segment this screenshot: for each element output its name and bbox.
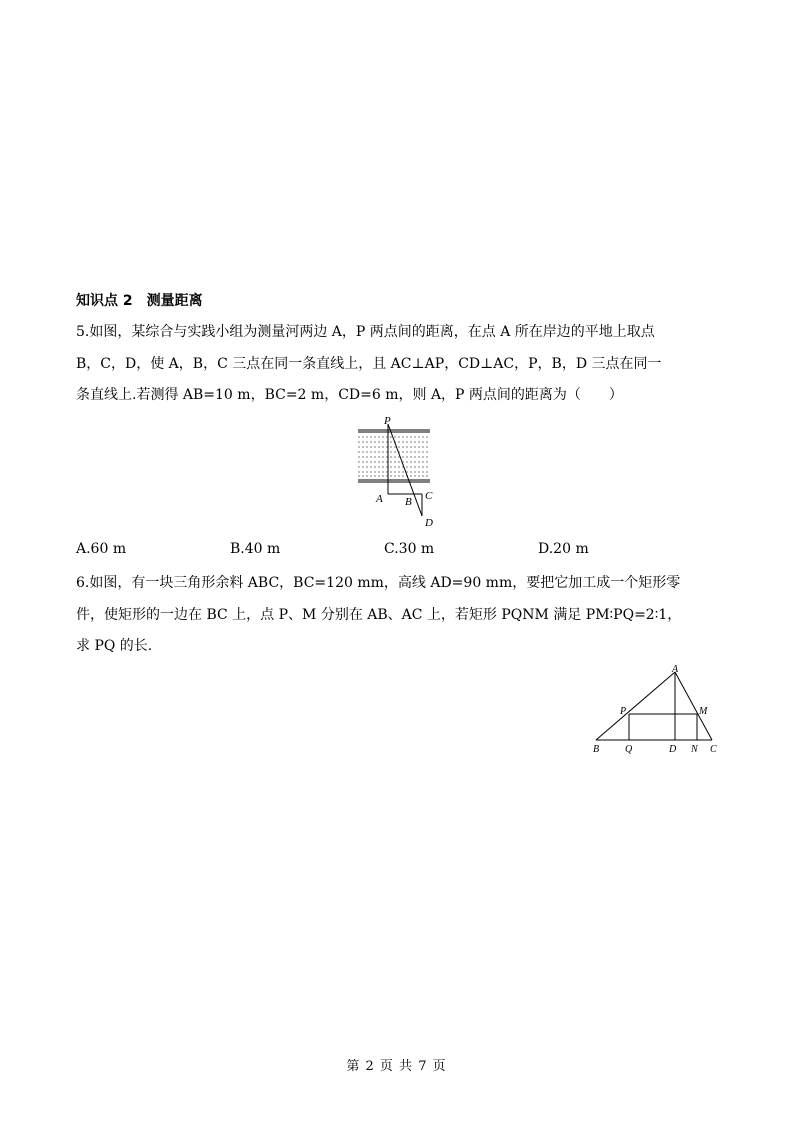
label-N: N	[691, 744, 698, 755]
label-A: A	[376, 493, 383, 505]
label-D: D	[425, 517, 433, 529]
rectangle-pqnm	[629, 714, 697, 740]
river-banks	[358, 430, 430, 482]
section-title: 知识点 2 测量距离	[76, 293, 203, 309]
label-C: C	[425, 490, 433, 502]
q5-text-line1: 5.如图，某综合与实践小组为测量河两边 A，P 两点间的距离，在点 A 所在岸边的平地上取点	[76, 324, 655, 340]
q6-triangle-figure	[588, 662, 728, 758]
label-B: B	[593, 744, 600, 755]
choice-c: C.30 m	[384, 541, 435, 557]
label-M: M	[699, 706, 708, 717]
water-dashes	[358, 437, 430, 476]
label-P: P	[620, 706, 627, 717]
label-P: P	[384, 415, 391, 427]
label-C: C	[710, 744, 717, 755]
choice-a: A.60 m	[76, 541, 127, 557]
page-footer: 第 2 页 共 7 页	[346, 1059, 447, 1074]
label-B: B	[405, 496, 412, 508]
choice-d: D.20 m	[538, 541, 589, 557]
q5-river-figure	[350, 412, 450, 530]
q6-text-line1: 6.如图，有一块三角形余料 ABC，BC=120 mm，高线 AD=90 mm，要把它加工成一个矩形零	[76, 575, 681, 591]
choice-b: B.40 m	[230, 541, 281, 557]
q6-text-line2: 件，使矩形的一边在 BC 上，点 P、M 分别在 AB、AC 上，若矩形 PQNM 满足 PM∶PQ=2∶1，	[76, 607, 682, 623]
label-Q: Q	[625, 744, 633, 755]
q5-text-line2: B，C，D，使 A，B，C 三点在同一条直线上，且 AC⊥AP，CD⊥AC，P，B，D 三点在同一	[76, 356, 662, 372]
q5-text-line3: 条直线上.若测得 AB=10 m，BC=2 m，CD=6 m，则 A，P 两点间的距离为（ ）	[76, 387, 623, 403]
label-D: D	[669, 744, 677, 755]
triangle-abc	[596, 672, 712, 740]
q6-text-line3: 求 PQ 的长.	[76, 638, 153, 654]
label-A: A	[672, 664, 679, 675]
